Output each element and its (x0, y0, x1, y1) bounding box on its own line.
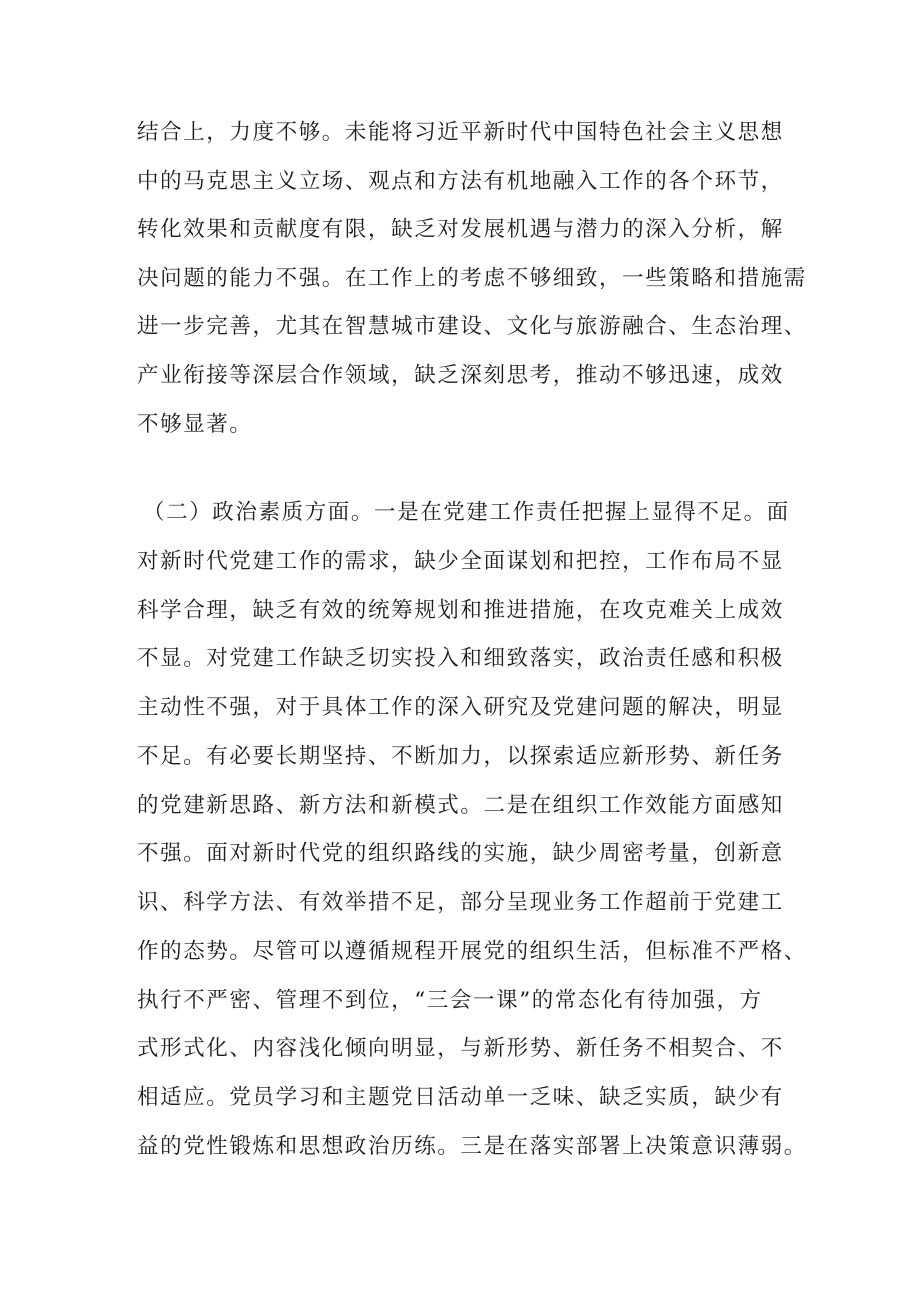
text-line: 不足。有必要长期坚持、不断加力，以探索适应新形势、新任务 (137, 743, 784, 769)
text-line: 式形式化、内容浅化倾向明显，与新形势、新任务不相契合、不 (137, 1036, 784, 1062)
text-line: 不强。面对新时代党的组织路线的实施，缺少周密考量，创新意 (137, 841, 784, 867)
text-line: 相适应。党员学习和主题党日活动单一乏味、缺乏实质，缺少有 (137, 1085, 784, 1110)
text-line: 识、科学方法、有效举措不足，部分呈现业务工作超前于党建工 (137, 890, 784, 915)
text-line: 对新时代党建工作的需求，缺少全面谋划和把控，工作布局不显 (137, 548, 784, 574)
text-line: （二）政治素质方面。一是在党建工作责任把握上显得不足。面 (143, 500, 790, 525)
text-line: 主动性不强，对于具体工作的深入研究及党建问题的解决，明显 (137, 695, 784, 720)
text-line: 转化效果和贡献度有限，缺乏对发展机遇与潜力的深入分析，解 (137, 217, 784, 243)
text-line: 结合上，力度不够。未能将习近平新时代中国特色社会主义思想 (137, 120, 784, 145)
text-line: 不显。对党建工作缺乏切实投入和细致落实，政治责任感和积极 (137, 646, 784, 672)
text-line: 执行不严密、管理不到位，“三会一课”的常态化有待加强，方 (137, 987, 763, 1013)
text-line: 进一步完善，尤其在智慧城市建设、文化与旅游融合、生态治理、 (137, 314, 807, 340)
text-line: 作的态势。尽管可以遵循规程开展党的组织生活，但标准不严格、 (137, 938, 807, 964)
text-line: 的党建新思路、新方法和新模式。二是在组织工作效能方面感知 (137, 792, 784, 818)
text-line: 中的马克思主义立场、观点和方法有机地融入工作的各个环节， (137, 168, 784, 194)
text-line: 益的党性锻炼和思想政治历练。三是在落实部署上决策意识薄弱。 (137, 1133, 807, 1159)
text-line: 决问题的能力不强。在工作上的考虑不够细致，一些策略和措施需 (137, 265, 807, 291)
text-line: 科学合理，缺乏有效的统筹规划和推进措施，在攻克难关上成效 (137, 597, 784, 623)
text-line: 不够显著。 (137, 411, 253, 437)
text-line: 产业衔接等深层合作领域，缺乏深刻思考，推动不够迅速，成效 (137, 363, 784, 388)
